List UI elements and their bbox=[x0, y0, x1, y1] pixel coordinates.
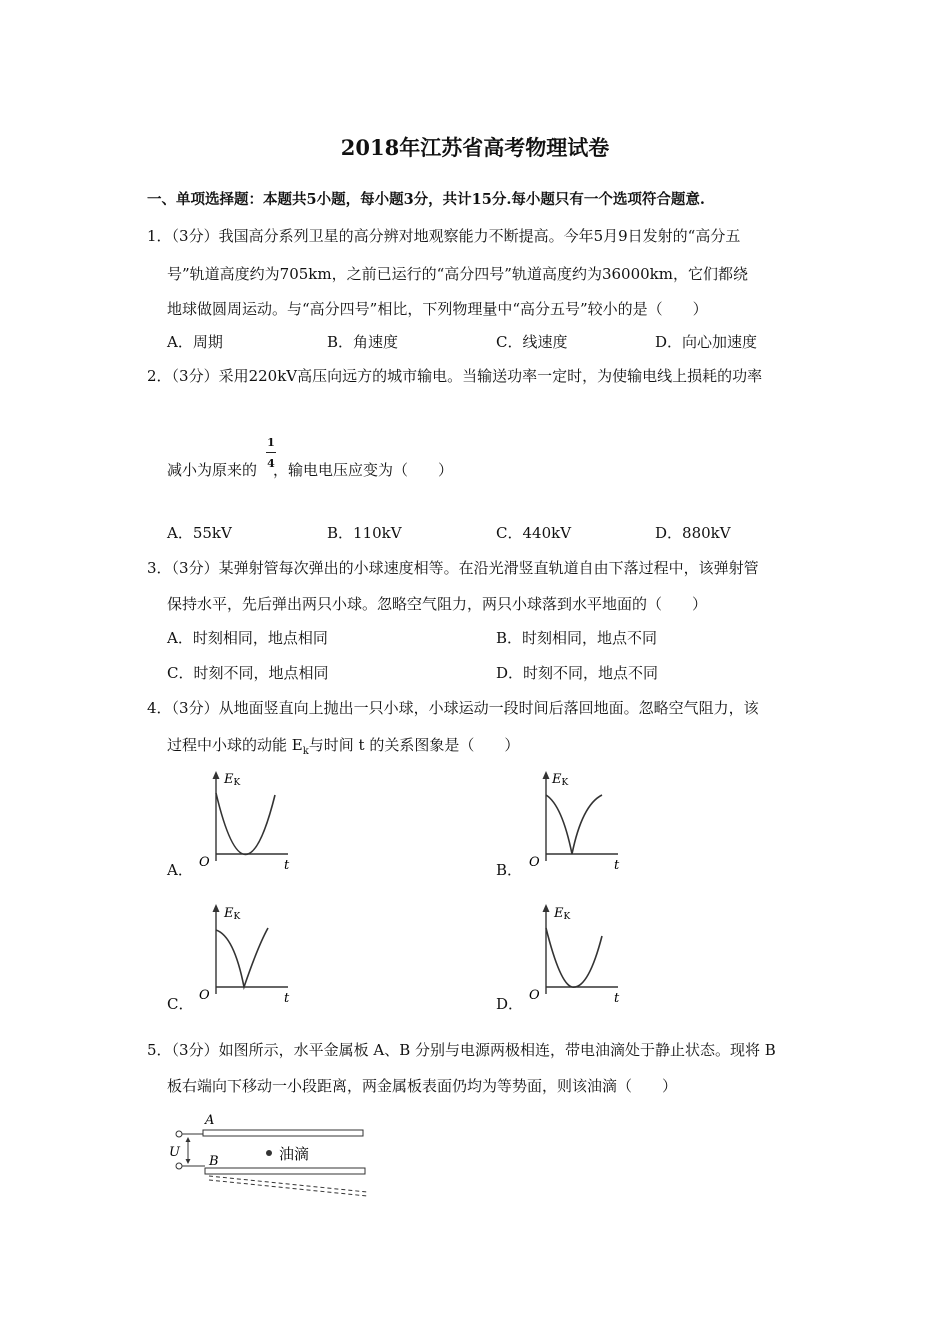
x-axis-label: t bbox=[614, 991, 620, 1006]
plate-b-moved-bottom bbox=[209, 1180, 367, 1196]
voltage-label: U bbox=[169, 1145, 180, 1160]
fraction-denominator: 4 bbox=[267, 457, 275, 470]
text-part: 与时间 t 的关系图象是（ ） bbox=[308, 736, 520, 754]
text-part: 过程中小球的动能 E bbox=[167, 736, 303, 754]
y-axis-arrow bbox=[543, 771, 550, 779]
terminal-a bbox=[176, 1131, 182, 1137]
option-c[interactable]: C． bbox=[167, 995, 194, 1013]
ek-curve bbox=[546, 795, 602, 854]
origin-label: O bbox=[529, 855, 540, 870]
option-b[interactable]: B．角速度 bbox=[327, 333, 399, 351]
question-text-line bbox=[167, 460, 453, 480]
plate-a-label: A bbox=[205, 1113, 215, 1128]
y-axis-arrow bbox=[213, 771, 220, 779]
question-text-line: 5．（3分）如图所示，水平金属板 A、B 分别与电源两极相连，带电油滴处于静止状态。现将 B bbox=[147, 1041, 776, 1059]
y-axis-label: EK bbox=[224, 906, 241, 922]
question-text-line: 地球做圆周运动。与“高分四号”相比，下列物理量中“高分五号”较小的是（ ） bbox=[167, 300, 708, 318]
y-axis-label: EK bbox=[552, 772, 569, 788]
origin-label: O bbox=[199, 855, 210, 870]
option-a[interactable]: A．55kV bbox=[167, 524, 232, 542]
option-c[interactable]: C．线速度 bbox=[496, 333, 568, 351]
option-c[interactable]: C．时刻不同，地点相同 bbox=[167, 664, 329, 682]
option-d[interactable]: D．880kV bbox=[655, 524, 731, 542]
option-d[interactable]: D．时刻不同，地点不同 bbox=[496, 664, 659, 682]
option-a[interactable]: A．时刻相同，地点相同 bbox=[167, 629, 328, 647]
y-axis-arrow bbox=[213, 904, 220, 912]
subscript: k bbox=[302, 746, 309, 757]
page-title: 2018年江苏省高考物理试卷 bbox=[340, 135, 610, 160]
x-axis-label: t bbox=[614, 858, 620, 873]
question-text-line: 1．（3分）我国高分系列卫星的高分辨对地观察能力不断提高。今年5月9日发射的“高分五 bbox=[147, 227, 741, 245]
graph-c[interactable] bbox=[190, 898, 300, 1008]
voltage-arrowhead-down bbox=[186, 1159, 191, 1164]
question-text-line: 3．（3分）某弹射管每次弹出的小球速度相等。在沿光滑竖直轨道自由下落过程中，该弹射管 bbox=[147, 559, 759, 577]
question-text-line: 号”轨道高度约为705km，之前已运行的“高分四号”轨道高度约为36000km，它们都绕 bbox=[167, 265, 748, 283]
y-axis-label: EK bbox=[224, 772, 241, 788]
question-text-line: 保持水平，先后弹出两只小球。忽略空气阻力，两只小球落到水平地面的（ ） bbox=[167, 595, 708, 613]
question-text-line: 2．（3分）采用220kV高压向远方的城市输电。当输送功率一定时，为使输电线上损耗的功率 bbox=[147, 367, 763, 385]
plate-b bbox=[205, 1168, 365, 1174]
option-a[interactable]: A． bbox=[167, 861, 193, 879]
option-b[interactable]: B．110kV bbox=[327, 524, 402, 542]
x-axis-label: t bbox=[284, 991, 290, 1006]
graph-a[interactable] bbox=[190, 765, 300, 875]
oil-drop-label: 油滴 bbox=[279, 1145, 310, 1163]
capacitor-figure bbox=[165, 1106, 380, 1202]
question-text-line bbox=[167, 735, 519, 762]
plate-b-moved-top bbox=[209, 1176, 367, 1192]
plate-b-label: B bbox=[209, 1154, 219, 1169]
graph-d[interactable] bbox=[520, 898, 630, 1008]
oil-drop bbox=[266, 1150, 272, 1156]
x-axis-label: t bbox=[284, 858, 290, 873]
question-text-line: 板右端向下移动一小段距离，两金属板表面仍均为等势面，则该油滴（ ） bbox=[167, 1077, 678, 1095]
text-after-fraction: ，输电电压应变为（ ） bbox=[273, 461, 454, 479]
graph-b[interactable] bbox=[520, 765, 630, 875]
voltage-arrowhead-up bbox=[186, 1137, 191, 1142]
ek-curve bbox=[216, 793, 275, 855]
y-axis-arrow bbox=[543, 904, 550, 912]
y-axis-label: EK bbox=[554, 906, 571, 922]
option-d[interactable]: D．向心加速度 bbox=[655, 333, 758, 351]
ek-curve bbox=[546, 928, 602, 987]
option-b[interactable]: B． bbox=[496, 861, 523, 879]
origin-label: O bbox=[529, 988, 540, 1003]
plate-a bbox=[203, 1130, 363, 1136]
terminal-b bbox=[176, 1163, 182, 1169]
ek-curve bbox=[216, 928, 268, 987]
option-c[interactable]: C．440kV bbox=[496, 524, 572, 542]
text-before-fraction: 减小为原来的 bbox=[167, 461, 258, 479]
option-a[interactable]: A．周期 bbox=[167, 333, 223, 351]
option-d[interactable]: D． bbox=[496, 995, 524, 1013]
origin-label: O bbox=[199, 988, 210, 1003]
section-heading: 一、单项选择题：本题共5小题，每小题3分，共计15分.每小题只有一个选项符合题意. bbox=[147, 191, 705, 208]
option-b[interactable]: B．时刻相同，地点不同 bbox=[496, 629, 658, 647]
fraction-numerator: 1 bbox=[267, 436, 275, 449]
question-text-line: 4．（3分）从地面竖直向上抛出一只小球，小球运动一段时间后落回地面。忽略空气阻力，该 bbox=[147, 699, 759, 717]
fraction-bar bbox=[266, 452, 276, 453]
